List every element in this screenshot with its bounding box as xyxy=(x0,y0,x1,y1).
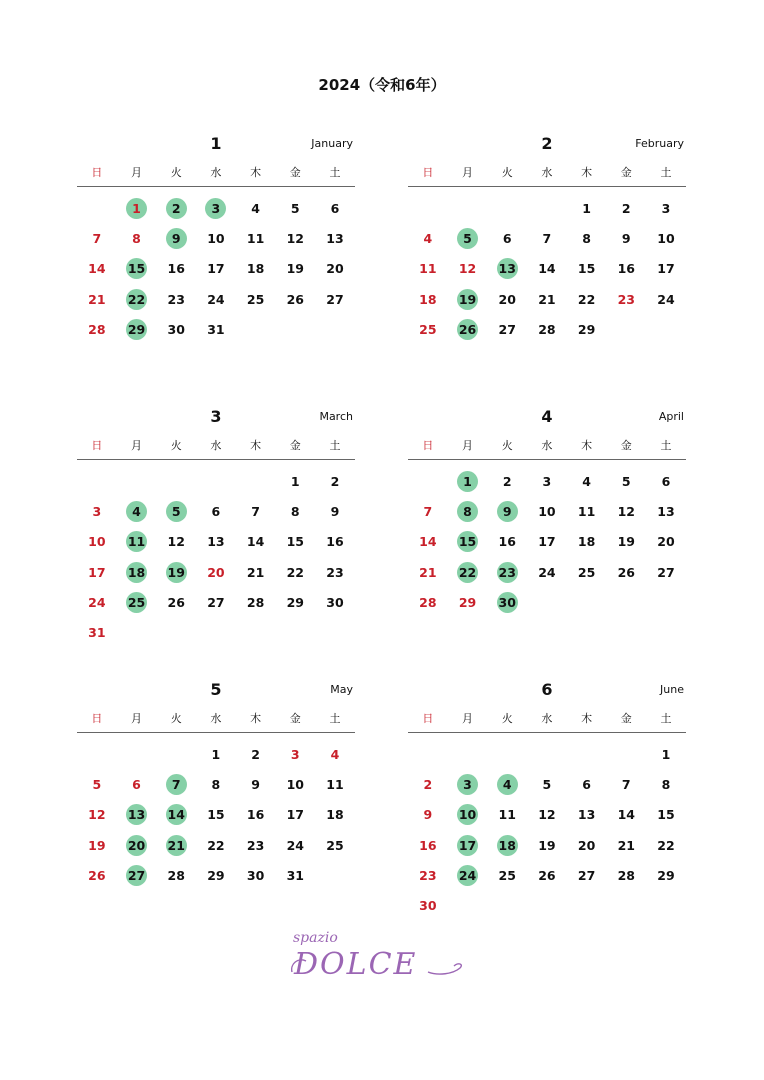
weekday-label: 火 xyxy=(501,439,513,452)
day-cell: 16 xyxy=(617,261,635,277)
day-cell: 23 xyxy=(487,557,527,587)
weekday-label: 月 xyxy=(462,712,474,725)
day-cell: 4 xyxy=(582,473,591,489)
day-cell: 10 xyxy=(538,503,556,519)
weekday-label: 日 xyxy=(91,439,103,452)
weekday-label: 水 xyxy=(210,712,222,725)
weekday-label: 木 xyxy=(250,439,262,452)
weekday-header xyxy=(408,162,686,182)
month-number: 4 xyxy=(541,407,553,426)
empty-cell xyxy=(408,466,448,496)
day-cell: 8 xyxy=(582,230,591,246)
day-cell: 5 xyxy=(290,200,300,216)
day-cell: 14 xyxy=(419,534,437,550)
day-cell: 29 xyxy=(657,867,675,883)
day-cell: 4 xyxy=(117,496,157,526)
day-cell: 14 xyxy=(617,807,635,823)
day-cell: 27 xyxy=(326,291,344,307)
day-cell: 3 xyxy=(290,746,300,762)
month-february xyxy=(408,134,686,344)
day-cell: 19 xyxy=(538,837,556,853)
day-cell: 21 xyxy=(538,291,556,307)
divider xyxy=(408,186,686,187)
day-cell: 19 xyxy=(286,261,304,277)
day-cell: 13 xyxy=(577,807,596,823)
divider xyxy=(77,732,355,733)
day-cell: 10 xyxy=(448,800,488,830)
day-cell: 28 xyxy=(246,594,265,610)
weekday-label: 木 xyxy=(581,439,593,452)
day-cell: 18 xyxy=(487,830,527,860)
day-cell: 27 xyxy=(577,867,596,883)
empty-cell xyxy=(156,739,196,769)
day-cell: 2 xyxy=(156,193,196,223)
month-june xyxy=(408,680,686,921)
month-name: May xyxy=(330,683,353,696)
day-cell: 12 xyxy=(286,230,304,246)
day-cell: 26 xyxy=(88,867,106,883)
empty-cell xyxy=(567,739,607,769)
empty-cell xyxy=(236,466,276,496)
day-cell: 18 xyxy=(419,291,437,307)
day-cell: 30 xyxy=(487,587,527,617)
day-cell: 1 xyxy=(117,193,157,223)
day-cell: 18 xyxy=(246,261,265,277)
day-grid xyxy=(408,193,686,344)
day-cell: 26 xyxy=(538,867,556,883)
weekday-header xyxy=(77,435,355,455)
day-cell: 8 xyxy=(661,776,671,792)
day-cell: 5 xyxy=(92,776,102,792)
day-cell: 14 xyxy=(88,261,106,277)
day-cell: 23 xyxy=(617,291,635,307)
day-cell: 9 xyxy=(251,776,260,792)
day-cell: 22 xyxy=(286,564,304,580)
day-cell: 22 xyxy=(207,837,225,853)
day-cell: 2 xyxy=(502,473,512,489)
day-cell: 23 xyxy=(246,837,265,853)
day-cell: 27 xyxy=(498,321,516,337)
day-cell: 2 xyxy=(621,200,631,216)
month-may xyxy=(77,680,355,890)
day-cell: 9 xyxy=(330,503,340,519)
day-cell: 4 xyxy=(330,746,340,762)
weekday-label: 月 xyxy=(131,166,143,179)
day-cell: 3 xyxy=(92,503,102,519)
page-title: 2024（令和6年） xyxy=(318,76,446,94)
day-grid xyxy=(408,466,686,617)
day-cell: 29 xyxy=(117,314,157,344)
day-cell: 24 xyxy=(207,291,225,307)
day-cell: 25 xyxy=(246,291,265,307)
day-cell: 30 xyxy=(246,867,265,883)
day-cell: 20 xyxy=(657,534,675,550)
day-cell: 12 xyxy=(617,503,635,519)
day-cell: 21 xyxy=(156,830,196,860)
day-cell: 18 xyxy=(117,557,157,587)
day-cell: 10 xyxy=(88,534,106,550)
spazio-dolce-logo xyxy=(288,924,468,984)
day-cell: 27 xyxy=(207,594,225,610)
weekday-label: 火 xyxy=(170,712,182,725)
weekday-label: 金 xyxy=(289,712,301,725)
day-grid xyxy=(408,739,686,921)
day-cell: 19 xyxy=(156,557,196,587)
day-cell: 19 xyxy=(448,284,488,314)
day-cell: 2 xyxy=(251,746,260,762)
weekday-label: 日 xyxy=(91,712,103,725)
weekday-label: 金 xyxy=(289,439,301,452)
weekday-label: 金 xyxy=(620,166,632,179)
divider xyxy=(408,459,686,460)
day-cell: 11 xyxy=(117,527,157,557)
day-cell: 6 xyxy=(211,503,221,519)
weekday-label: 金 xyxy=(620,712,632,725)
day-cell: 1 xyxy=(661,746,671,762)
day-cell: 3 xyxy=(542,473,552,489)
day-cell: 22 xyxy=(577,291,596,307)
weekday-header xyxy=(77,162,355,182)
day-cell: 17 xyxy=(657,261,675,277)
day-cell: 25 xyxy=(577,564,596,580)
weekday-label: 火 xyxy=(501,712,513,725)
day-cell: 6 xyxy=(661,473,671,489)
day-cell: 13 xyxy=(326,230,344,246)
weekday-label: 金 xyxy=(289,166,301,179)
weekday-label: 火 xyxy=(170,166,182,179)
day-cell: 5 xyxy=(621,473,631,489)
day-cell: 26 xyxy=(448,314,488,344)
day-cell: 20 xyxy=(207,564,225,580)
day-cell: 23 xyxy=(326,564,344,580)
month-april xyxy=(408,407,686,617)
day-cell: 15 xyxy=(207,807,225,823)
day-cell: 5 xyxy=(542,776,552,792)
day-cell: 1 xyxy=(448,466,488,496)
month-name: March xyxy=(319,410,353,423)
day-cell: 22 xyxy=(448,557,488,587)
day-cell: 28 xyxy=(88,321,106,337)
day-grid xyxy=(77,739,355,890)
month-name: April xyxy=(658,410,684,423)
day-cell: 16 xyxy=(167,261,185,277)
day-cell: 28 xyxy=(419,594,437,610)
day-cell: 9 xyxy=(423,807,433,823)
day-cell: 20 xyxy=(117,830,157,860)
day-cell: 27 xyxy=(657,564,675,580)
weekday-label: 水 xyxy=(541,166,553,179)
empty-cell xyxy=(77,739,117,769)
day-cell: 8 xyxy=(290,503,300,519)
empty-cell xyxy=(77,466,117,496)
month-march xyxy=(77,407,355,648)
empty-cell xyxy=(606,739,646,769)
day-cell: 30 xyxy=(419,898,437,914)
day-cell: 24 xyxy=(88,594,106,610)
day-cell: 8 xyxy=(132,230,141,246)
day-cell: 3 xyxy=(196,193,236,223)
weekday-label: 土 xyxy=(329,166,341,179)
day-cell: 19 xyxy=(617,534,635,550)
empty-cell xyxy=(408,739,448,769)
day-cell: 30 xyxy=(167,321,185,337)
day-cell: 25 xyxy=(326,837,344,853)
month-number: 1 xyxy=(210,134,222,153)
day-cell: 24 xyxy=(448,860,488,890)
day-cell: 7 xyxy=(251,503,260,519)
day-cell: 10 xyxy=(207,230,225,246)
day-cell: 10 xyxy=(657,230,675,246)
empty-cell xyxy=(408,193,448,223)
weekday-header xyxy=(408,708,686,728)
empty-cell xyxy=(448,193,488,223)
day-cell: 30 xyxy=(326,594,344,610)
day-cell: 23 xyxy=(419,867,437,883)
day-cell: 18 xyxy=(577,534,596,550)
month-number: 6 xyxy=(541,680,553,699)
day-cell: 22 xyxy=(117,284,157,314)
weekday-label: 月 xyxy=(131,439,143,452)
month-name: January xyxy=(311,137,353,150)
day-cell: 13 xyxy=(657,503,675,519)
weekday-label: 日 xyxy=(422,712,434,725)
weekday-label: 土 xyxy=(329,712,341,725)
day-cell: 25 xyxy=(419,321,437,337)
day-cell: 9 xyxy=(621,230,631,246)
day-grid xyxy=(77,193,355,344)
day-cell: 8 xyxy=(448,496,488,526)
day-cell: 17 xyxy=(88,564,106,580)
day-cell: 4 xyxy=(251,200,260,216)
day-cell: 27 xyxy=(117,860,157,890)
empty-cell xyxy=(156,466,196,496)
logo-top-text: spazio xyxy=(293,930,338,946)
day-cell: 5 xyxy=(156,496,196,526)
weekday-label: 土 xyxy=(660,712,672,725)
day-cell: 11 xyxy=(498,807,516,823)
day-cell: 16 xyxy=(419,837,437,853)
day-cell: 3 xyxy=(661,200,671,216)
day-cell: 8 xyxy=(211,776,221,792)
weekday-label: 火 xyxy=(170,439,182,452)
day-cell: 6 xyxy=(502,230,512,246)
day-cell: 9 xyxy=(156,223,196,253)
empty-cell xyxy=(117,466,157,496)
day-cell: 17 xyxy=(448,830,488,860)
weekday-label: 木 xyxy=(581,166,593,179)
day-cell: 28 xyxy=(538,321,556,337)
day-cell: 31 xyxy=(88,625,106,641)
day-cell: 7 xyxy=(92,230,102,246)
day-cell: 11 xyxy=(419,261,437,277)
day-cell: 20 xyxy=(326,261,344,277)
weekday-header xyxy=(77,708,355,728)
weekday-label: 日 xyxy=(422,439,434,452)
empty-cell xyxy=(527,193,567,223)
empty-cell xyxy=(196,466,236,496)
day-cell: 2 xyxy=(330,473,340,489)
empty-cell xyxy=(487,193,527,223)
weekday-label: 水 xyxy=(541,712,553,725)
month-name: June xyxy=(660,683,684,696)
day-cell: 4 xyxy=(423,230,433,246)
day-cell: 28 xyxy=(167,867,185,883)
day-cell: 13 xyxy=(207,534,225,550)
day-cell: 11 xyxy=(577,503,596,519)
day-cell: 9 xyxy=(487,496,527,526)
day-cell: 24 xyxy=(657,291,675,307)
day-cell: 7 xyxy=(621,776,631,792)
month-number: 5 xyxy=(210,680,222,699)
weekday-label: 日 xyxy=(91,166,103,179)
day-cell: 23 xyxy=(167,291,185,307)
day-cell: 11 xyxy=(246,230,265,246)
day-cell: 16 xyxy=(326,534,344,550)
empty-cell xyxy=(527,739,567,769)
day-cell: 21 xyxy=(617,837,635,853)
day-cell: 31 xyxy=(207,321,225,337)
day-cell: 3 xyxy=(448,769,488,799)
day-cell: 12 xyxy=(88,807,106,823)
day-cell: 7 xyxy=(156,769,196,799)
day-cell: 1 xyxy=(582,200,591,216)
day-cell: 25 xyxy=(117,587,157,617)
day-cell: 26 xyxy=(167,594,185,610)
day-cell: 15 xyxy=(117,254,157,284)
day-cell: 24 xyxy=(286,837,304,853)
day-cell: 12 xyxy=(458,261,477,277)
day-cell: 28 xyxy=(617,867,635,883)
day-cell: 6 xyxy=(582,776,591,792)
weekday-label: 水 xyxy=(210,166,222,179)
day-cell: 22 xyxy=(657,837,675,853)
day-cell: 15 xyxy=(448,527,488,557)
empty-cell xyxy=(448,739,488,769)
logo-main-text: DOLCE xyxy=(294,947,418,982)
day-cell: 6 xyxy=(132,776,141,792)
day-cell: 10 xyxy=(286,776,304,792)
month-number: 3 xyxy=(210,407,222,426)
day-grid xyxy=(77,466,355,648)
divider xyxy=(77,186,355,187)
weekday-label: 土 xyxy=(660,166,672,179)
day-cell: 14 xyxy=(156,800,196,830)
weekday-label: 火 xyxy=(501,166,513,179)
day-cell: 5 xyxy=(448,223,488,253)
weekday-label: 水 xyxy=(541,439,553,452)
weekday-label: 水 xyxy=(210,439,222,452)
weekday-label: 月 xyxy=(131,712,143,725)
day-cell: 2 xyxy=(423,776,433,792)
empty-cell xyxy=(487,739,527,769)
day-cell: 15 xyxy=(286,534,304,550)
empty-cell xyxy=(77,193,117,223)
day-cell: 12 xyxy=(538,807,556,823)
day-cell: 17 xyxy=(286,807,304,823)
day-cell: 26 xyxy=(617,564,635,580)
weekday-label: 土 xyxy=(329,439,341,452)
divider xyxy=(77,459,355,460)
day-cell: 13 xyxy=(487,254,527,284)
day-cell: 17 xyxy=(538,534,556,550)
weekday-header xyxy=(408,435,686,455)
weekday-label: 月 xyxy=(462,439,474,452)
day-cell: 26 xyxy=(286,291,304,307)
day-cell: 25 xyxy=(498,867,516,883)
day-cell: 29 xyxy=(286,594,304,610)
day-cell: 11 xyxy=(326,776,344,792)
day-cell: 19 xyxy=(88,837,106,853)
weekday-label: 月 xyxy=(462,166,474,179)
day-cell: 18 xyxy=(326,807,344,823)
day-cell: 14 xyxy=(538,261,556,277)
day-cell: 7 xyxy=(423,503,433,519)
day-cell: 7 xyxy=(542,230,552,246)
weekday-label: 木 xyxy=(250,166,262,179)
day-cell: 20 xyxy=(577,837,596,853)
day-cell: 15 xyxy=(657,807,675,823)
day-cell: 29 xyxy=(207,867,225,883)
day-cell: 29 xyxy=(577,321,596,337)
day-cell: 21 xyxy=(246,564,265,580)
day-cell: 14 xyxy=(246,534,265,550)
month-name: February xyxy=(635,137,684,150)
day-cell: 12 xyxy=(167,534,185,550)
day-cell: 15 xyxy=(577,261,596,277)
day-cell: 13 xyxy=(117,800,157,830)
month-number: 2 xyxy=(541,134,553,153)
day-cell: 1 xyxy=(290,473,300,489)
day-cell: 24 xyxy=(538,564,556,580)
divider xyxy=(408,732,686,733)
month-january xyxy=(77,134,355,344)
weekday-label: 日 xyxy=(422,166,434,179)
weekday-label: 土 xyxy=(660,439,672,452)
weekday-label: 木 xyxy=(250,712,262,725)
day-cell: 21 xyxy=(88,291,106,307)
day-cell: 17 xyxy=(207,261,225,277)
day-cell: 21 xyxy=(419,564,437,580)
day-cell: 29 xyxy=(458,594,477,610)
day-cell: 6 xyxy=(330,200,340,216)
day-cell: 16 xyxy=(246,807,265,823)
weekday-label: 木 xyxy=(581,712,593,725)
day-cell: 20 xyxy=(498,291,516,307)
day-cell: 16 xyxy=(498,534,516,550)
day-cell: 1 xyxy=(211,746,221,762)
day-cell: 4 xyxy=(487,769,527,799)
empty-cell xyxy=(117,739,157,769)
weekday-label: 金 xyxy=(620,439,632,452)
day-cell: 31 xyxy=(286,867,304,883)
